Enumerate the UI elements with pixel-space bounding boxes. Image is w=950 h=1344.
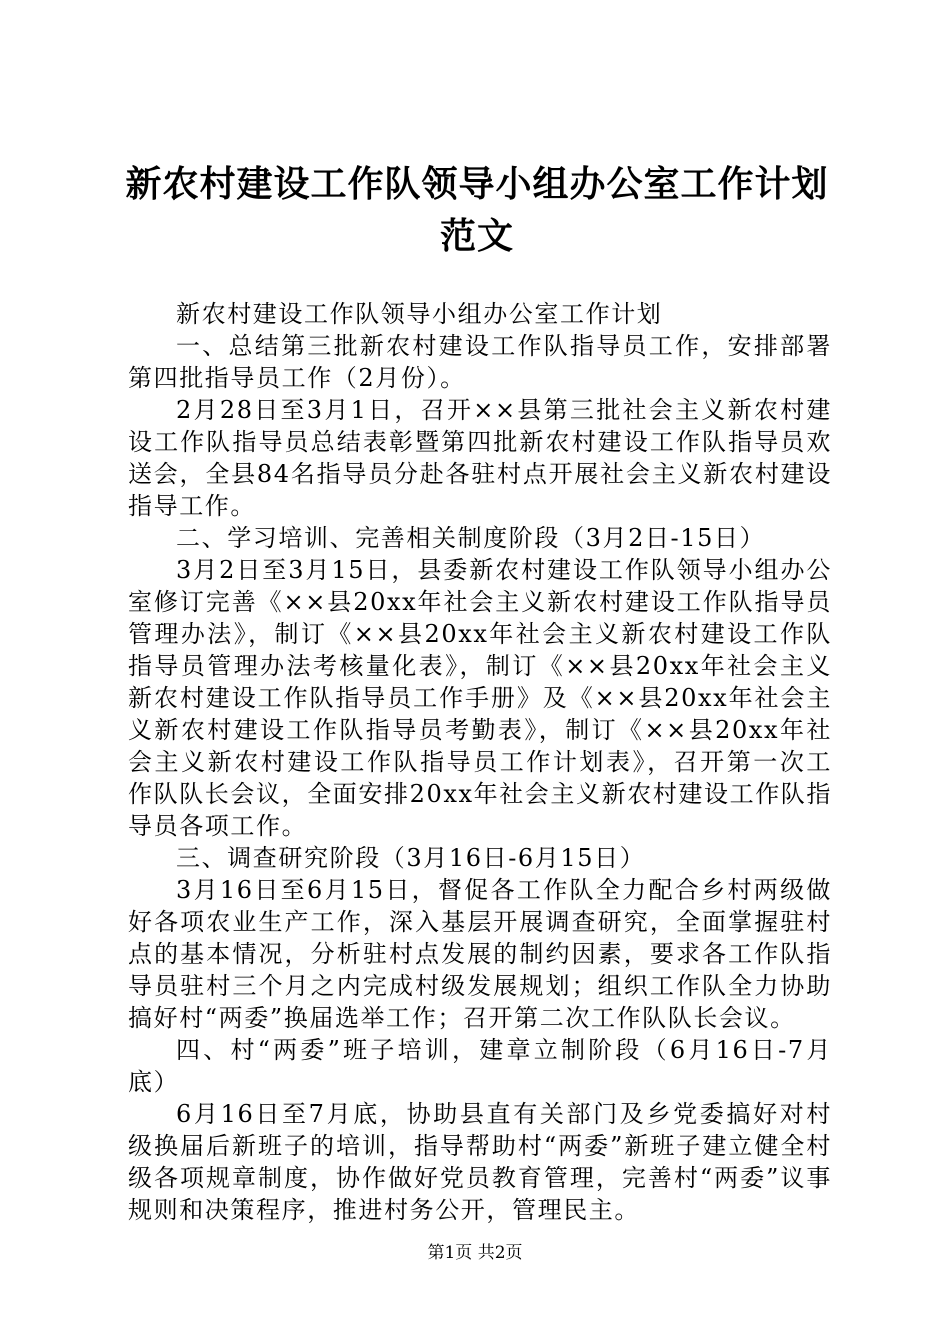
document-body (128, 298, 832, 1226)
document-title: 新农村建设工作队领导小组办公室工作计划范文 (125, 163, 829, 257)
page-number-footer: 第1页 共2页 (427, 1243, 523, 1263)
paragraph-section-3-heading: 三、调查研究阶段（3月16日-6月15日） (176, 844, 646, 872)
paragraph-section-2-body: 3月2日至3月15日，县委新农村建设工作队领导小组办公室修订完善《××县20xx年社会主义新农村建设工作队指导员管理办法》，制订《××县20xx年社会主义新农村建设工作队指导员管理办法考核量化表》，制订《××县20xx年社会主义新农村建设工作队指导员工作手册》及《××县20xx年社会主义新农村建设工作队指导员考勤表》，制订《××县20xx年社会主义新农村建设工作队指导员工作计划表》，召开第一次工作队队长会议，全面安排20xx年社会主义新农村建设工作队指导员各项工作。 (128, 556, 833, 840)
paragraph-section-2-heading: 二、学习培训、完善相关制度阶段（3月2日-15日） (176, 524, 766, 552)
paragraph-section-4-body: 6月16日至7月底，协助县直有关部门及乡党委搞好对村级换届后新班子的培训，指导帮助村“两委”新班子建立健全村级各项规章制度，协作做好党员教育管理，完善村“两委”议事规则和决策程序，推进村务公开，管理民主。 (128, 1100, 832, 1224)
paragraph-section-1-heading: 一、总结第三批新农村建设工作队指导员工作，安排部署第四批指导员工作（2月份）。 (128, 332, 832, 392)
paragraph-subtitle: 新农村建设工作队领导小组办公室工作计划 (176, 300, 663, 328)
paragraph-section-1-body: 2月28日至3月1日，召开××县第三批社会主义新农村建设工作队指导员总结表彰暨第四批新农村建设工作队指导员欢送会，全县84名指导员分赴各驻村点开展社会主义新农村建设指导工作。 (128, 396, 832, 520)
paragraph-section-3-body: 3月16日至6月15日，督促各工作队全力配合乡村两级做好各项农业生产工作，深入基层开展调查研究，全面掌握驻村点的基本情况，分析驻村点发展的制约因素，要求各工作队指导员驻村三个月之内完成村级发展规划；组织工作队全力协助搞好村“两委”换届选举工作；召开第二次工作队队长会议。 (128, 876, 832, 1032)
paragraph-section-4-heading: 四、村“两委”班子培训，建章立制阶段（6月16日-7月底） (128, 1036, 832, 1096)
